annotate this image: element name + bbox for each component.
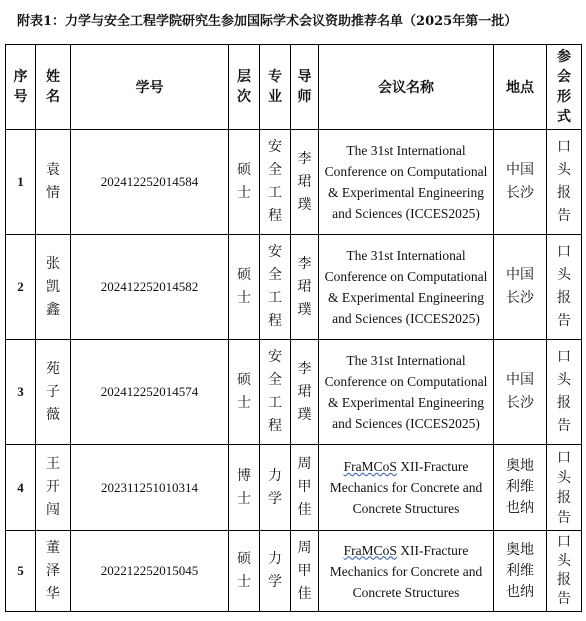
- table-row: [6, 531, 582, 612]
- header-format: 参会形式: [547, 45, 582, 130]
- cell-level: 硕士: [229, 531, 260, 612]
- cell-student-id: 202412252014574: [71, 340, 229, 445]
- header-major: 专业: [260, 45, 291, 130]
- cell-conference: [319, 531, 494, 612]
- cell-major: 安全工程: [260, 340, 291, 445]
- page-title: 附表1：力学与安全工程学院研究生参加国际学术会议资助推荐名单（2025年第一批）: [17, 14, 518, 29]
- cell-index: 3: [6, 340, 36, 445]
- header-level: 层次: [229, 45, 260, 130]
- cell-name: 王开闯: [36, 445, 71, 531]
- cell-advisor: 周甲佳: [291, 531, 319, 612]
- cell-name: 张凯鑫: [36, 235, 71, 340]
- cell-student-id: 202212252015045: [71, 531, 229, 612]
- cell-major: 力学: [260, 531, 291, 612]
- cell-level: 硕士: [229, 340, 260, 445]
- table-row: [6, 130, 582, 235]
- cell-location: 中国长沙: [494, 130, 547, 235]
- cell-location: 奥地利维也纳: [494, 445, 547, 531]
- cell-advisor: 李珺璞: [291, 130, 319, 235]
- cell-conference: The 31st International Conference on Computational & Experimental Engineering and Sciences (ICCES2025): [319, 235, 494, 340]
- cell-conference: The 31st International Conference on Computational & Experimental Engineering and Sciences (ICCES2025): [319, 130, 494, 235]
- cell-student-id: 202412252014584: [71, 130, 229, 235]
- header-index: 序号: [6, 45, 36, 130]
- cell-student-id: 202412252014582: [71, 235, 229, 340]
- cell-name: 苑子薇: [36, 340, 71, 445]
- cell-format: 口头报告: [547, 130, 582, 235]
- header-advisor: 导师: [291, 45, 319, 130]
- cell-index: 2: [6, 235, 36, 340]
- cell-conference: [319, 445, 494, 531]
- cell-major: 力学: [260, 445, 291, 531]
- recommendation-table: [5, 44, 582, 612]
- cell-major: 安全工程: [260, 130, 291, 235]
- cell-advisor: 李珺璞: [291, 235, 319, 340]
- cell-location: 中国长沙: [494, 340, 547, 445]
- cell-level: 硕士: [229, 235, 260, 340]
- cell-index: 5: [6, 531, 36, 612]
- header-name: 姓名: [36, 45, 71, 130]
- cell-name: 董泽华: [36, 531, 71, 612]
- cell-index: 4: [6, 445, 36, 531]
- table-row: [6, 445, 582, 531]
- conference-acronym: FraMCoS: [343, 459, 397, 474]
- cell-advisor: 周甲佳: [291, 445, 319, 531]
- cell-location: 中国长沙: [494, 235, 547, 340]
- cell-conference: The 31st International Conference on Computational & Experimental Engineering and Sciences (ICCES2025): [319, 340, 494, 445]
- conference-title: XII-Fracture Mechanics for Concrete and Concrete Structures: [329, 542, 483, 600]
- conference-acronym: FraMCoS: [343, 542, 397, 558]
- header-conference: 会议名称: [319, 45, 494, 130]
- cell-format: 口头报告: [547, 445, 582, 531]
- header-location: 地点: [494, 45, 547, 130]
- cell-level: 硕士: [229, 130, 260, 235]
- table-row: [6, 235, 582, 340]
- cell-name: 袁情: [36, 130, 71, 235]
- cell-format: 口头报告: [547, 531, 582, 612]
- table-row: [6, 340, 582, 445]
- cell-major: 安全工程: [260, 235, 291, 340]
- header-student-id: 学号: [71, 45, 229, 130]
- cell-format: 口头报告: [547, 340, 582, 445]
- cell-location: 奥地利维也纳: [494, 531, 547, 612]
- cell-advisor: 李珺璞: [291, 340, 319, 445]
- conference-title: XII-Fracture Mechanics for Concrete and Concrete Structures: [329, 459, 483, 516]
- cell-level: 博士: [229, 445, 260, 531]
- cell-index: 1: [6, 130, 36, 235]
- cell-student-id: 202311251010314: [71, 445, 229, 531]
- header-row: [6, 45, 582, 130]
- cell-format: 口头报告: [547, 235, 582, 340]
